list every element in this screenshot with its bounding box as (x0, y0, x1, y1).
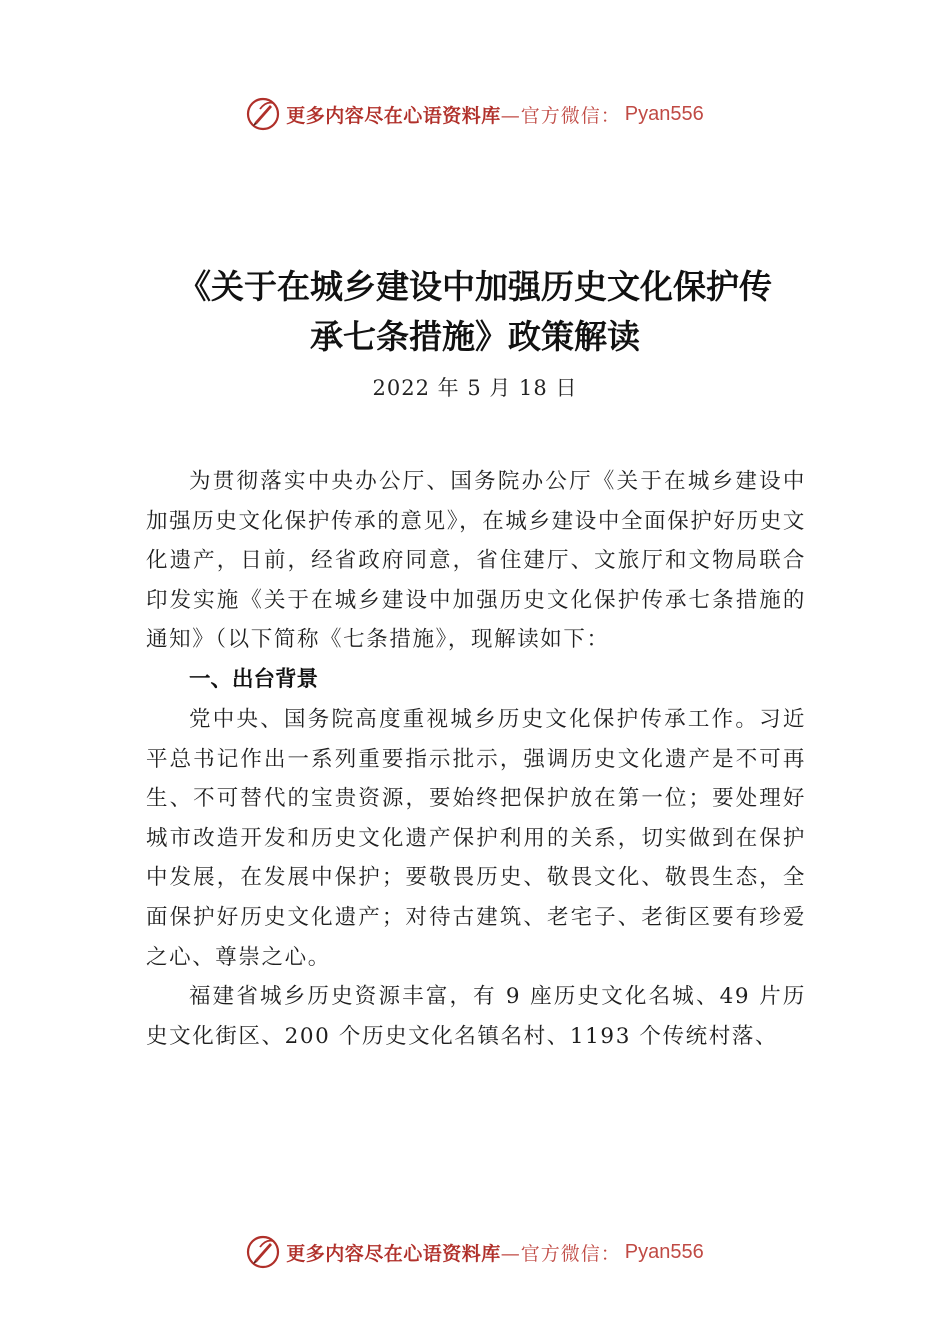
footer-banner (0, 1232, 950, 1272)
intro-paragraph: 为贯彻落实中央办公厅、国务院办公厅《关于在城乡建设中加强历史文化保护传承的意见》，在城乡建设中全面保护好历史文化遗产，日前，经省政府同意，省住建厅、文旅厅和文物局联合印发实施《关于在城乡建设中加强历史文化保护传承七条措施的通知》（以下简称《七条措施》，现解读如下： (146, 469, 806, 653)
header-tail-text: —官方微信： (500, 104, 621, 127)
quill-pen-logo-icon (246, 97, 280, 131)
document-title (100, 262, 850, 362)
header-wechat-id: Pyan556 (624, 102, 704, 125)
header-lead-text: 更多内容尽在心语资料库 (286, 104, 501, 127)
resources-paragraph: 福建省城乡历史资源丰富，有 9 座历史文化名城、49 片历史文化街区、200 个历史文化名镇名村、1193 个传统村落、 (146, 984, 806, 1049)
header-banner (0, 94, 950, 134)
background-paragraph: 党中央、国务院高度重视城乡历史文化保护传承工作。习近平总书记作出一系列重要指示批示，强调历史文化遗产是不可再生、不可替代的宝贵资源，要始终把保护放在第一位；要处理好城市改造开发和历史文化遗产保护利用的关系，切实做到在保护中发展，在发展中保护；要敬畏历史、敬畏文化、敬畏生态，全面保护好历史文化遗产；对待古建筑、老宅子、老街区要有珍爱之心、尊崇之心。 (146, 706, 806, 970)
title-line-2: 承七条措施》政策解读 (310, 317, 640, 356)
document-date: 2022 年 5 月 18 日 (372, 376, 578, 400)
footer-wechat-id: Pyan556 (624, 1240, 704, 1263)
section-heading: 一、出台背景 (189, 666, 319, 692)
document-body (146, 462, 806, 1056)
footer-tail-text: —官方微信： (500, 1242, 621, 1265)
title-line-1: 《关于在城乡建设中加强历史文化保护传 (178, 267, 772, 306)
footer-lead-text: 更多内容尽在心语资料库 (286, 1242, 501, 1265)
quill-pen-logo-icon (246, 1235, 280, 1269)
